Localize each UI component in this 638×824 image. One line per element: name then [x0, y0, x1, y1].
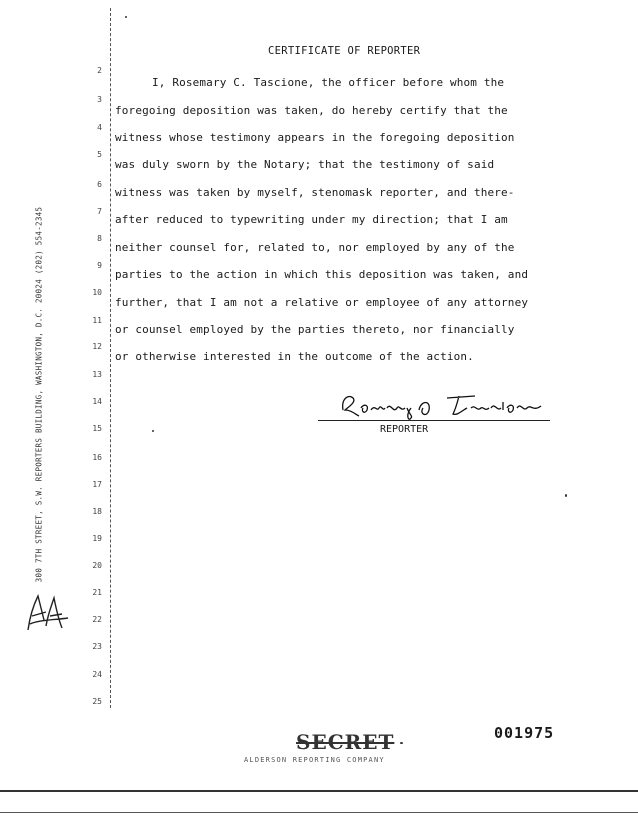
line-number: 14 — [92, 397, 102, 406]
body-line: after reduced to typewriting under my direction; that I am — [115, 213, 508, 226]
line-number: 20 — [92, 561, 102, 570]
line-number: 5 — [97, 150, 102, 159]
line-number: 16 — [92, 453, 102, 462]
line-number: 21 — [92, 588, 102, 597]
line-number: 6 — [97, 180, 102, 189]
scan-speck — [565, 494, 567, 497]
line-number: 10 — [92, 288, 102, 297]
line-number: 18 — [92, 507, 102, 516]
body-line: further, that I am not a relative or employee of any attorney — [115, 296, 529, 309]
line-number: 22 — [92, 615, 102, 624]
line-number: 11 — [92, 316, 102, 325]
line-number: 9 — [97, 261, 102, 270]
body-line: parties to the action in which this deposition was taken, and — [115, 268, 529, 281]
page-edge-rule — [0, 812, 638, 813]
scan-speck — [125, 16, 127, 18]
handwritten-initials — [22, 590, 74, 634]
line-number: 19 — [92, 534, 102, 543]
body-line: neither counsel for, related to, nor employed by any of the — [115, 241, 515, 254]
margin-rule — [110, 8, 111, 708]
signature-label: REPORTER — [380, 424, 429, 435]
body-line: was duly sworn by the Notary; that the testimony of said — [115, 158, 495, 171]
line-number: 7 — [97, 207, 102, 216]
bottom-rule — [0, 790, 638, 792]
scan-speck — [152, 430, 154, 432]
body-line: witness was taken by myself, stenomask reporter, and there- — [115, 186, 515, 199]
line-number: 12 — [92, 342, 102, 351]
line-number: 17 — [92, 480, 102, 489]
line-number: 24 — [92, 670, 102, 679]
handwritten-signature — [335, 388, 555, 422]
line-number: 3 — [97, 95, 102, 104]
classification-stamp: SECRET — [296, 730, 395, 754]
line-number: 4 — [97, 123, 102, 132]
body-line: foregoing deposition was taken, do hereby certify that the — [115, 104, 508, 117]
scan-speck — [400, 742, 403, 744]
margin-address: 300 7TH STREET, S.W. REPORTERS BUILDING, WASHINGTON, D.C. 20024 (202) 554-2345 — [34, 206, 44, 583]
body-line: witness whose testimony appears in the foregoing deposition — [115, 131, 515, 144]
line-number: 25 — [92, 697, 102, 706]
body-line: I, Rosemary C. Tascione, the officer before whom the — [152, 76, 505, 89]
line-number: 23 — [92, 642, 102, 651]
body-line: or otherwise interested in the outcome of the action. — [115, 350, 474, 363]
line-number: 2 — [97, 66, 102, 75]
document-title: CERTIFICATE OF REPORTER — [268, 45, 421, 57]
signature-line — [318, 420, 550, 421]
line-number: 8 — [97, 234, 102, 243]
body-line: or counsel employed by the parties thereto, nor financially — [115, 323, 515, 336]
company-name: ALDERSON REPORTING COMPANY — [244, 756, 385, 764]
document-number: 001975 — [494, 724, 555, 742]
line-number: 15 — [92, 424, 102, 433]
line-number: 13 — [92, 370, 102, 379]
